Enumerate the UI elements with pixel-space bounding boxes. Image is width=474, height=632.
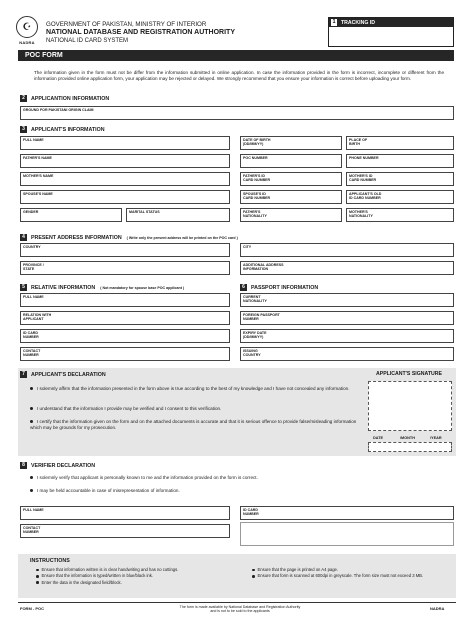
emblem-icon: ☪: [16, 16, 38, 38]
field-label: DATE OF BIRTH (DD/MM/YY): [243, 138, 271, 147]
bullet-icon: [36, 569, 39, 572]
gender-field[interactable]: [20, 208, 122, 222]
header-authority: NATIONAL DATABASE AND REGISTRATION AUTHORITY: [46, 29, 235, 36]
field-label: FATHER'S NATIONALITY: [243, 210, 267, 219]
old-card-field[interactable]: [346, 190, 454, 204]
field-label: MARITAL STATUS: [129, 210, 160, 214]
section-title: PASSPORT INFORMATION: [251, 284, 319, 291]
signature-date-box[interactable]: [368, 442, 452, 452]
section-title: APPLICANTION INFORMATION: [31, 95, 110, 102]
bullet-icon: [36, 575, 39, 578]
mother-card-field[interactable]: [346, 172, 454, 186]
section-number: 2: [20, 95, 27, 102]
full-name-field[interactable]: [20, 136, 230, 150]
field-label: FATHER'S NAME: [23, 156, 52, 160]
field-label: RELATION WITH APPLICANT: [23, 313, 52, 322]
current-nationality-field[interactable]: [240, 293, 454, 307]
field-label: MOTHER'S NATIONALITY: [349, 210, 373, 219]
field-label: CURRENT NATIONALITY: [243, 295, 267, 304]
mother-name-field[interactable]: [20, 172, 230, 186]
section-note: ( Not mandatory for spouse base POC applicant ): [100, 285, 185, 290]
section-title: APPLICANT'S INFORMATION: [31, 126, 105, 133]
section-8-heading: [20, 462, 95, 469]
instruction-item: Ensure that the information is typed/written in blue/black ink.: [36, 573, 236, 579]
field-label: FOREIGN PASSPORT NUMBER: [243, 313, 280, 322]
instructions-left: [36, 567, 236, 586]
form-title-banner: POC FORM: [18, 50, 454, 61]
verifier-signature-box[interactable]: [240, 522, 454, 546]
section-number: 6: [240, 284, 247, 291]
field-label: FULL NAME: [23, 138, 44, 142]
ground-claim-field[interactable]: [20, 106, 454, 120]
month-label: /MONTH: [400, 436, 415, 440]
father-card-field[interactable]: [240, 172, 342, 186]
spouse-name-field[interactable]: [20, 190, 230, 204]
section-5-heading: [20, 284, 184, 291]
section-number: 5: [20, 284, 27, 291]
bullet-icon: [252, 569, 255, 572]
mother-nationality-field[interactable]: [346, 208, 454, 222]
verifier-contact-field[interactable]: [20, 524, 230, 538]
foreign-passport-field[interactable]: [240, 311, 454, 325]
bullet-icon: [36, 581, 39, 584]
field-label: MOTHER'S NAME: [23, 174, 54, 178]
year-label: /YEAR: [430, 436, 442, 440]
nadra-logo: [14, 16, 40, 48]
bullet-icon: [30, 489, 33, 492]
field-label: CONTACT NUMBER: [23, 349, 41, 358]
pob-field[interactable]: [346, 136, 454, 150]
instruction-item: Ensure that the page is printed on A4 page.: [252, 567, 452, 573]
instruction-item: Enter the data in the designated field/block.: [36, 580, 236, 586]
bullet-icon: [30, 387, 33, 390]
section-title: VERIFIER DECLARATION: [31, 462, 96, 469]
date-label: DATE: [373, 436, 384, 440]
field-label: SPOUSE'S NAME: [23, 192, 53, 196]
instruction-item: Ensure that form is scanned at 600dpi in greyscale. The form size must not exceed 3 MB.: [252, 573, 452, 579]
field-label: EXPIRY DATE (DD/MM/YY): [243, 331, 267, 340]
additional-address-field[interactable]: [240, 261, 454, 275]
field-label: APPLICANT'S OLD ID CARD NUMBER: [349, 192, 382, 201]
field-label: PLACE OF BIRTH: [349, 138, 368, 147]
poc-number-field[interactable]: [240, 154, 342, 168]
tracking-id-box: [328, 17, 454, 47]
declaration-item: I certify that the information given on the form and on the attached documents is accurate and that it is serious offence to provide false/misleading information which may be grounds for my prosecution.: [30, 419, 357, 430]
footer-brand: NADRA: [430, 606, 445, 611]
field-label: ISSUING COUNTRY: [243, 349, 261, 358]
logo-text: NADRA: [19, 40, 35, 45]
field-label: FULL NAME: [23, 295, 44, 299]
header-system: NATIONAL ID CARD SYSTEM: [46, 38, 129, 44]
section-number: 3: [20, 126, 27, 133]
field-label: ID CARD NUMBER: [243, 508, 259, 517]
declaration-item: I solemnly affirm that the information presented in the form above is true according to the best of my knowledge and I have not concealed any information.: [30, 386, 360, 392]
marital-status-field[interactable]: [126, 208, 230, 222]
section-note: ( Write only the present address will be printed on the POC card ): [126, 235, 238, 240]
section-title: APPLICANT'S DECLARATION: [31, 371, 106, 378]
relative-full-name-field[interactable]: [20, 293, 230, 307]
field-label: SPOUSE'S ID CARD NUMBER: [243, 192, 271, 201]
section-title: RELATIVE INFORMATION: [31, 284, 96, 291]
field-label: CITY: [243, 245, 252, 249]
field-label: PROVINCE / STATE: [23, 263, 44, 272]
signature-box[interactable]: [368, 381, 452, 431]
dob-field[interactable]: [240, 136, 342, 150]
field-label: ADDITIONAL ADDRESS INFORMATION: [243, 263, 284, 272]
expiry-date-field[interactable]: [240, 329, 454, 343]
section-number: 8: [20, 462, 27, 469]
field-label: GENDER: [23, 210, 39, 214]
footer-divider: [18, 602, 456, 603]
section-7-heading: [20, 371, 106, 378]
relative-contact-field[interactable]: [20, 347, 230, 361]
verifier-item: I may be held accountable in case of misrepresentation of information.: [30, 488, 430, 494]
footer-form-code: FORM - POC: [20, 606, 44, 611]
verifier-id-card-field[interactable]: [240, 506, 454, 520]
spouse-card-field[interactable]: [240, 190, 342, 204]
province-field[interactable]: [20, 261, 230, 275]
field-label: GROUND FOR PAKISTANI ORIGIN CLAIM: [23, 108, 94, 112]
country-field[interactable]: [20, 243, 230, 257]
section-number: 4: [20, 234, 27, 241]
header-ministry: GOVERNMENT OF PAKISTAN, MINISTRY OF INTERIOR: [46, 21, 207, 28]
verifier-item: I solemnly verify that applicant is personally known to me and the information provided on the form is correct.: [30, 475, 430, 481]
bullet-icon: [30, 407, 33, 410]
field-label: ID CARD NUMBER: [23, 331, 39, 340]
section-title: PRESENT ADDRESS INFORMATION: [31, 234, 122, 241]
father-name-field[interactable]: [20, 154, 230, 168]
bullet-icon: [30, 476, 33, 479]
field-label: MOTHER'S ID CARD NUMBER: [349, 174, 377, 183]
declaration-item: I understand that the information I provide may be verified and I consent to this verification.: [30, 406, 360, 412]
instructions-title: INSTRUCTIONS: [30, 558, 70, 564]
field-label: COUNTRY: [23, 245, 41, 249]
field-label: FULL NAME: [23, 508, 44, 512]
field-label: PHONE NUMBER: [349, 156, 379, 160]
verifier-full-name-field[interactable]: [20, 506, 230, 520]
instructions-right: [252, 567, 452, 580]
instruction-item: Ensure that information written is in clear handwriting and has no cuttings.: [36, 567, 236, 573]
section-4-heading: [20, 234, 238, 241]
city-field[interactable]: [240, 243, 454, 257]
relative-id-card-field[interactable]: [20, 329, 230, 343]
section-3-heading: [20, 126, 105, 133]
issuing-country-field[interactable]: [240, 347, 454, 361]
relation-field[interactable]: [20, 311, 230, 325]
father-nationality-field[interactable]: [240, 208, 342, 222]
tracking-id-label: TRACKING ID: [341, 19, 376, 26]
section-number: 1: [332, 19, 336, 25]
bullet-icon: [252, 575, 255, 578]
section-number: 7: [20, 371, 27, 378]
section-2-heading: [20, 95, 109, 102]
bullet-icon: [30, 420, 33, 423]
section-6-heading: [240, 284, 318, 291]
intro-paragraph: The information given in the form must not be differ from the information submitted in online application. In case the information provided in the form is incorrect, incomplete or different from the information provided online application form, your application may be rejected or delayed. We strongly recommend that you ensure your information is correct before uploading your form.: [34, 70, 444, 82]
field-label: POC NUMBER: [243, 156, 268, 160]
signature-title: APPLICANT'S SIGNATURE: [376, 371, 442, 377]
field-label: CONTACT NUMBER: [23, 526, 41, 535]
footer-note: The form is made available by National Database and Registration Authority and is not to be sold to the applicants: [179, 605, 301, 614]
field-label: FATHER'S ID CARD NUMBER: [243, 174, 271, 183]
phone-number-field[interactable]: [346, 154, 454, 168]
